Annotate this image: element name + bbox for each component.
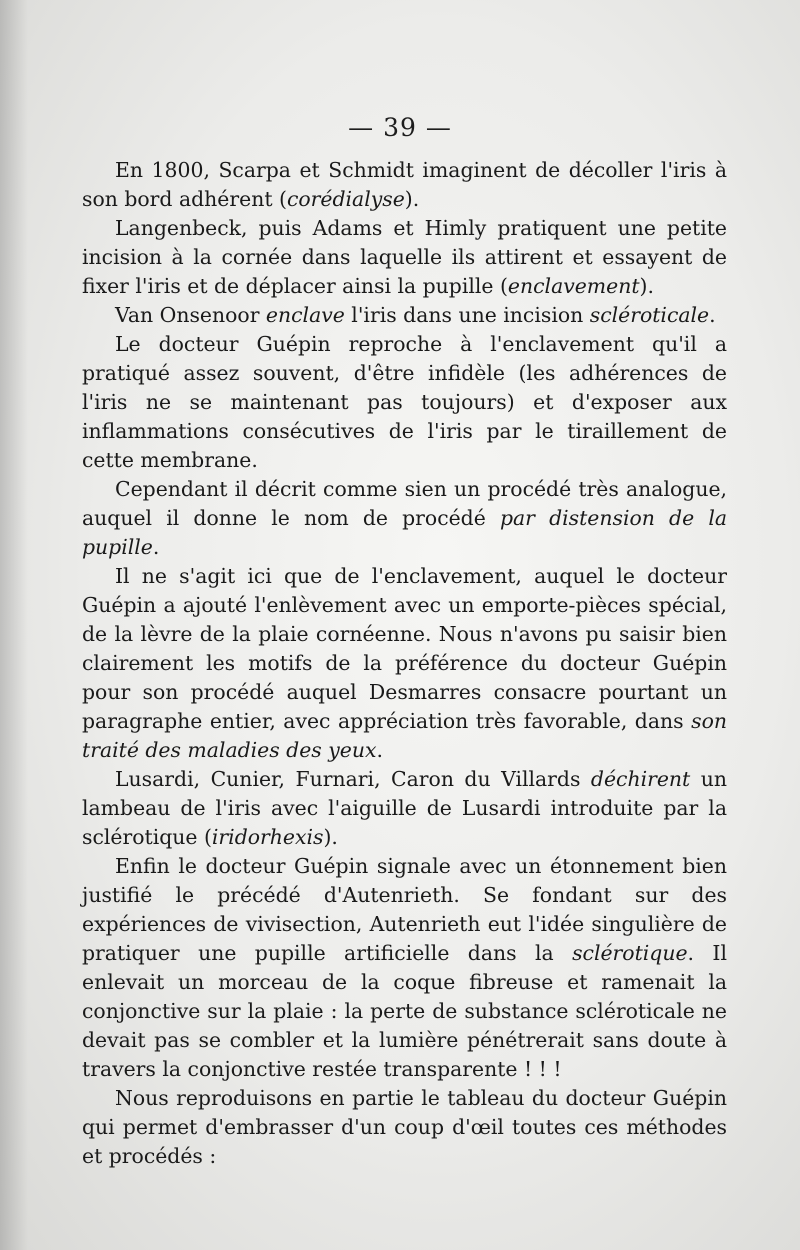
text-run: ).: [404, 187, 420, 211]
text-run: Enfin le docteur Guépin signale avec un étonnement bien justifié le précédé d'Autenrieth. Se fondant sur des expériences de vivisection, Autenrieth eut l'idée singulière de pratiquer une pupille artificielle dans la: [82, 854, 727, 965]
text-run: ).: [639, 274, 654, 298]
paragraph: [82, 330, 727, 475]
text-run: .: [152, 535, 160, 559]
text-run: Van Onsenoor: [115, 303, 266, 327]
paragraph: [82, 1084, 727, 1171]
text-run: Nous reproduisons en partie le tableau du docteur Guépin qui permet d'embrasser d'un coup d'œil toutes ces méthodes et procédés :: [82, 1086, 727, 1168]
text-run: En 1800, Scarpa et Schmidt imaginent de décoller l'iris à son bord adhérent (: [82, 158, 727, 211]
text-run: .: [376, 738, 383, 762]
italic-term: sclérotique: [572, 941, 688, 965]
paragraph: [82, 765, 727, 852]
paragraph: [82, 475, 727, 562]
text-run: Il ne s'agit ici que de l'enclavement, auquel le docteur Guépin a ajouté l'enlèvement avec un emporte-pièces spécial, de la lèvre de la plaie cornéenne. Nous n'avons pu saisir bien clairement les motifs de la préférence du docteur Guépin pour son procédé auquel Desmarres consacre pourtant un paragraphe entier, avec appréciation très favorable, dans: [82, 564, 727, 733]
text-run: .: [709, 303, 716, 327]
paragraph: [82, 214, 727, 301]
italic-term: par distension de la pupille: [82, 506, 728, 559]
page-number: — 39 —: [348, 113, 452, 142]
text-run: Langenbeck, puis Adams et Himly pratiquent une petite incision à la cornée dans laquelle ils attirent et essayent de fixer l'iris et de déplacer ainsi la pupille (: [82, 216, 727, 298]
text-run: Cependant il décrit comme sien un procédé très analogue, auquel il donne le nom de procédé: [82, 477, 727, 530]
italic-term: scléroticale: [589, 303, 710, 327]
italic-term: enclavement: [507, 274, 640, 298]
italic-term: iridorhexis: [211, 825, 324, 849]
text-run: . Il enlevait un morceau de la coque fibreuse et ramenait la conjonctive sur la plaie : la perte de substance scléroticale ne devait pas se combler et la lumière pénétrerait sans doute à travers la conjonctive restée transparente ! ! !: [82, 941, 727, 1081]
body-text: [82, 156, 727, 1171]
text-run: un lambeau de l'iris avec l'aiguille de Lusardi introduite par la sclérotique (: [82, 767, 728, 849]
paragraph: [82, 852, 727, 1084]
text-run: Lusardi, Cunier, Furnari, Caron du Villards: [115, 767, 591, 791]
text-run: ).: [323, 825, 338, 849]
text-run: Le docteur Guépin reproche à l'enclavement qu'il a pratiqué assez souvent, d'être infidèle (les adhérences de l'iris ne se maintenant pas toujours) et d'exposer aux inflammations consécutives de l'iris par le tiraillement de cette membrane.: [82, 332, 727, 472]
paragraph: [82, 562, 727, 765]
italic-term: déchirent: [590, 767, 691, 791]
italic-term: corédialyse: [286, 187, 405, 211]
italic-term: son traité des maladies des yeux: [82, 709, 727, 762]
paragraph: [82, 156, 727, 214]
paragraph: [82, 301, 727, 330]
text-run: l'iris dans une incision: [344, 303, 590, 327]
italic-term: enclave: [265, 303, 345, 327]
